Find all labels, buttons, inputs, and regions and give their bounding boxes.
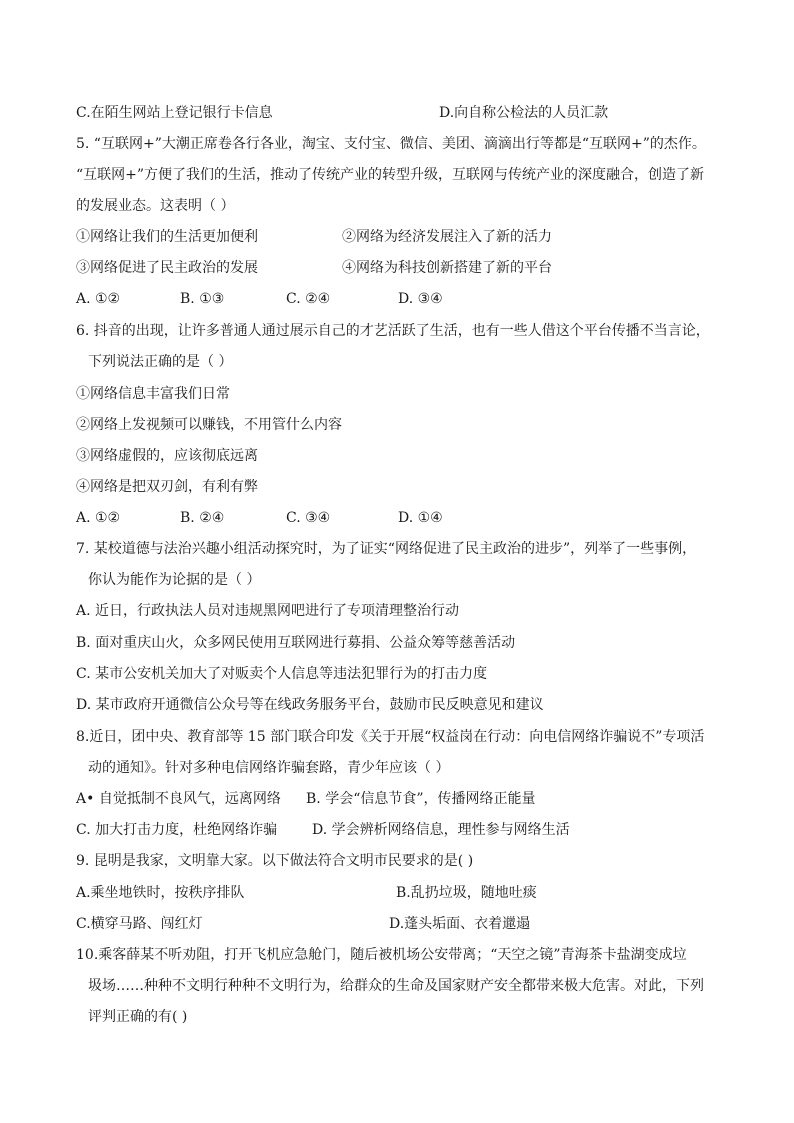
q5-choice-b: B. ①③: [180, 291, 225, 307]
q6-choice-a: A. ①②: [76, 510, 121, 526]
q8-choice-b: B. 学会“信息节食”，传播网络正能量: [306, 791, 536, 807]
q9-choice-a: A.乘坐地铁时，按秩序排队: [76, 885, 245, 901]
q6-statement-3: ③网络虚假的，应该彻底远离: [76, 448, 258, 464]
q10-stem-line2: 圾场……种种不文明行种种不文明行为，给群众的生命及国家财产安全都带来极大危害。对此，下列: [88, 978, 704, 994]
q8-stem-line2: 动的通知》。针对多种电信网络诈骗套路，青少年应该（ ）: [88, 760, 450, 776]
q4-option-c: C.在陌生网站上登记银行卡信息: [76, 105, 273, 121]
q6-stem-line1: 6. 抖音的出现，让许多普通人通过展示自己的才艺活跃了生活，也有一些人借这个平台传播不当言论，: [76, 323, 710, 339]
q9-stem: 9. 昆明是我家，文明靠大家。以下做法符合文明市民要求的是( ): [76, 853, 474, 869]
q5-statement-1: ①网络让我们的生活更加便利: [76, 229, 258, 245]
q5-stem-line2: “互联网+”方便了我们的生活，推动了传统产业的转型升级，互联网与传统产业的深度融合，创造了新: [76, 167, 705, 183]
q7-choice-c: C. 某市公安机关加大了对贩卖个人信息等违法犯罪行为的打击力度: [76, 666, 488, 682]
q9-choice-b: B.乱扔垃圾，随地吐痰: [396, 885, 537, 901]
q9-choices-cd: [76, 914, 531, 934]
q8-choice-c: C. 加大打击力度，杜绝网络诈骗: [76, 822, 278, 838]
q6-statement-4: ④网络是把双刃剑，有利有弊: [76, 479, 258, 495]
q5-choice-c: C. ②④: [286, 291, 331, 307]
q5-stem-line1: 5. “互联网+”大潮正席卷各行各业，淘宝、支付宝、微信、美团、滴滴出行等都是“互联网+”的杰作。: [76, 136, 706, 152]
q9-choices-ab: [76, 883, 537, 903]
q8-choices-ab: [76, 789, 536, 809]
q5-statement-2: ②网络为经济发展注入了新的活力: [342, 229, 552, 245]
q7-stem-line1: 7. 某校道德与法治兴趣小组活动探究时，为了证实“网络促进了民主政治的进步”，列举了一些事例，: [76, 541, 697, 557]
q6-statement-2: ②网络上发视频可以赚钱，不用管什么内容: [76, 417, 342, 433]
q5-stem-line3: 的发展业态。这表明（ ）: [76, 198, 235, 214]
q7-stem-line2: 你认为能作为论据的是（ ）: [88, 572, 261, 588]
q6-choice-c: C. ③④: [286, 510, 331, 526]
q10-stem-line1: 10.乘客薛某不听劝阻，打开飞机应急舱门，随后被机场公安带离；“天空之镜”青海茶卡盐湖变成垃: [76, 947, 687, 963]
q5-choice-a: A. ①②: [76, 291, 121, 307]
q4-option-d: D.向自称公检法的人员汇款: [439, 105, 609, 121]
q8-choice-a: A• 自觉抵制不良风气，远离网络: [76, 791, 281, 807]
q6-choices: [76, 508, 443, 528]
q7-choice-b: B. 面对重庆山火，众多网民使用互联网进行募捐、公益众筹等慈善活动: [76, 635, 516, 651]
q8-choice-d: D. 学会辨析网络信息，理性参与网络生活: [312, 822, 570, 838]
q6-stem-line2: 下列说法正确的是（ ）: [88, 354, 233, 370]
q6-choice-b: B. ②④: [180, 510, 225, 526]
q8-choices-cd: [76, 820, 570, 840]
q5-statement-4: ④网络为科技创新搭建了新的平台: [342, 260, 552, 276]
q7-choice-d: D. 某市政府开通微信公众号等在线政务服务平台，鼓励市民反映意见和建议: [76, 697, 544, 713]
q5-statements-12: [76, 227, 552, 247]
q7-choice-a: A. 近日，行政执法人员对违规黑网吧进行了专项清理整治行动: [76, 603, 460, 619]
q9-choice-d: D.蓬头垢面、衣着邋遢: [389, 916, 531, 932]
q9-choice-c: C.横穿马路、闯红灯: [76, 916, 203, 932]
q5-choice-d: D. ③④: [398, 291, 443, 307]
q5-statement-3: ③网络促进了民主政治的发展: [76, 260, 258, 276]
q6-statement-1: ①网络信息丰富我们日常: [76, 386, 230, 402]
q8-stem-line1: 8.近日，团中央、教育部等 15 部门联合印发《关于开展“权益岗在行动：向电信网络诈骗说不”专项活: [76, 729, 705, 745]
q10-stem-line3: 评判正确的有( ): [88, 1009, 188, 1025]
q5-choices: [76, 289, 443, 309]
q5-statements-34: [76, 258, 552, 278]
q4-options-cd: [76, 103, 609, 123]
q6-choice-d: D. ①④: [398, 510, 443, 526]
